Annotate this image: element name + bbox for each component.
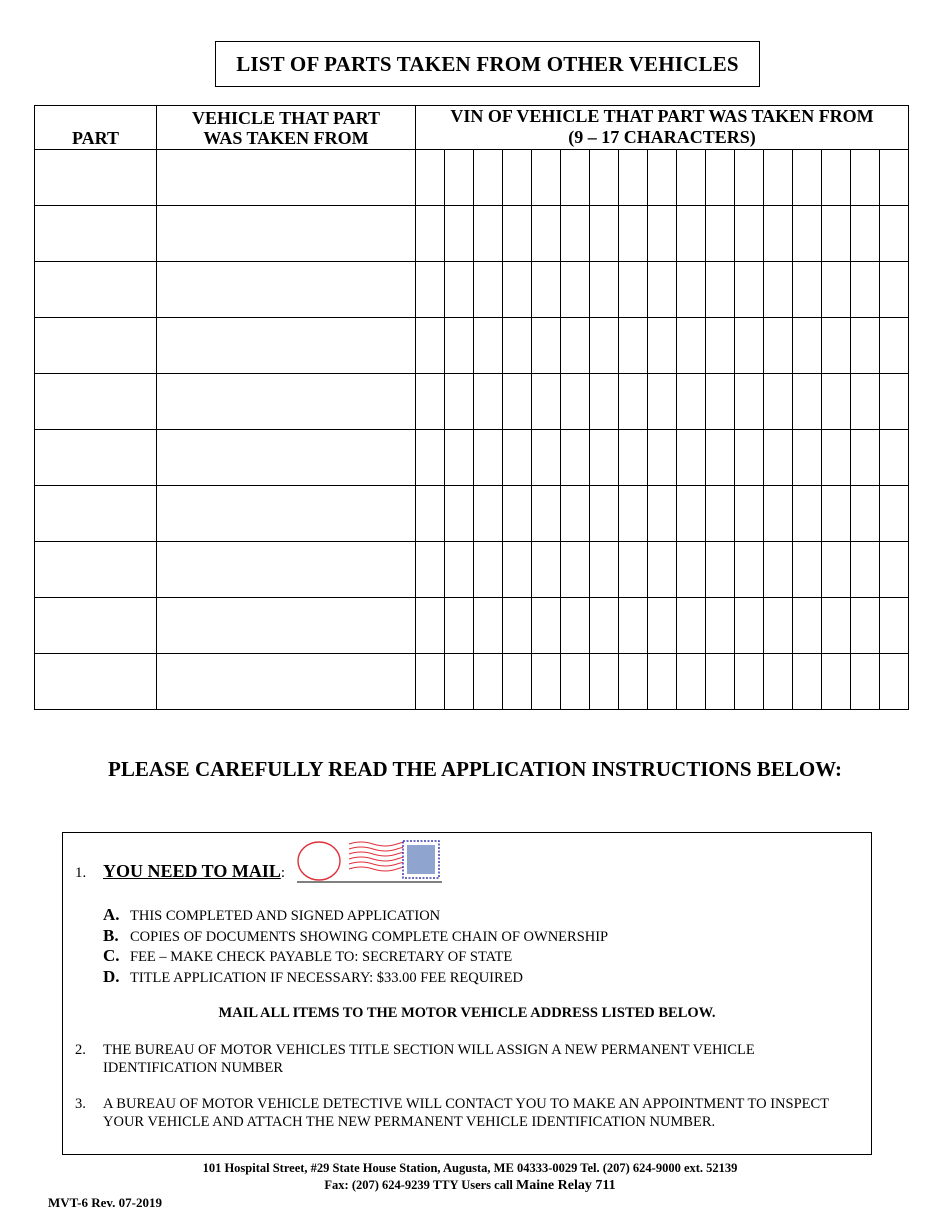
vehicle-cell[interactable] bbox=[157, 654, 416, 710]
vin-char-cell[interactable] bbox=[503, 374, 532, 430]
vin-char-cell[interactable] bbox=[619, 318, 648, 374]
col-header-part: PART bbox=[35, 106, 157, 150]
part-cell[interactable] bbox=[35, 486, 157, 542]
vin-char-cell[interactable] bbox=[503, 206, 532, 262]
vin-char-cell[interactable] bbox=[590, 262, 619, 318]
vin-char-cell[interactable] bbox=[793, 654, 822, 710]
mail-item bbox=[103, 967, 608, 988]
vin-char-cell[interactable] bbox=[474, 542, 503, 598]
vin-char-cell[interactable] bbox=[822, 430, 851, 486]
vin-char-cell[interactable] bbox=[445, 150, 474, 206]
vin-char-cell[interactable] bbox=[590, 374, 619, 430]
instructions-box: 1. YOU NEED TO MAIL: A. THIS COMPLETED AND SIGNED APPLICATION B. COPIES OF DOCUMENTS SHOWING COMPLETE CHAIN OF OWNERSHIP C. FEE – MAKE CHECK PAYABLE TO: SECRETARY OF STATE D. TITLE APPLICATION IF NECESSARY: $33.00 FEE REQUIRED MAIL ALL ITEMS TO THE MOTOR VEHICLE ADDRESS LISTED BELOW. 2. THE BUREAU OF MOTOR VEHICLES TITLE SECTION WILL ASSIGN A NEW PERMANENT VEHICLE IDENTIFICATION NUMBER 3. A BUREAU OF MOTOR VEHICLE DETECTIVE WILL CONTACT YOU TO MAKE AN APPOINTMENT TO INSPECT YOUR VEHICLE AND ATTACH THE NEW PERMANENT VEHICLE IDENTIFICATION NUMBER. bbox=[62, 832, 872, 1155]
vin-char-cell[interactable] bbox=[735, 374, 764, 430]
vin-char-cell[interactable] bbox=[706, 654, 735, 710]
parts-table bbox=[34, 105, 909, 710]
vin-char-cell[interactable] bbox=[416, 150, 445, 206]
relay-text: Maine Relay 711 bbox=[516, 1178, 616, 1193]
vin-char-cell[interactable] bbox=[532, 486, 561, 542]
vin-char-cell[interactable] bbox=[793, 374, 822, 430]
part-cell[interactable] bbox=[35, 542, 157, 598]
mail-item-letter: A. bbox=[103, 905, 120, 924]
vin-char-cell[interactable] bbox=[503, 486, 532, 542]
vin-char-cell[interactable] bbox=[532, 318, 561, 374]
vin-char-cell[interactable] bbox=[851, 430, 880, 486]
vin-char-cell[interactable] bbox=[445, 654, 474, 710]
vin-char-cell[interactable] bbox=[706, 486, 735, 542]
vin-char-cell[interactable] bbox=[764, 206, 793, 262]
vin-char-cell[interactable] bbox=[416, 206, 445, 262]
vin-char-cell[interactable] bbox=[677, 318, 706, 374]
mail-item bbox=[103, 926, 608, 947]
vin-char-cell[interactable] bbox=[648, 374, 677, 430]
vin-char-cell[interactable] bbox=[648, 542, 677, 598]
mail-item-letter: B. bbox=[103, 925, 119, 945]
vin-char-cell[interactable] bbox=[706, 206, 735, 262]
vin-char-cell[interactable] bbox=[503, 318, 532, 374]
vin-char-cell[interactable] bbox=[619, 598, 648, 654]
vin-char-cell[interactable] bbox=[851, 542, 880, 598]
vin-char-cell[interactable] bbox=[822, 318, 851, 374]
vin-char-cell[interactable] bbox=[764, 654, 793, 710]
table-row bbox=[35, 262, 909, 318]
vin-char-cell[interactable] bbox=[880, 374, 909, 430]
vin-char-cell[interactable] bbox=[764, 150, 793, 206]
vin-char-cell[interactable] bbox=[706, 150, 735, 206]
vin-char-cell[interactable] bbox=[561, 542, 590, 598]
vin-char-cell[interactable] bbox=[851, 206, 880, 262]
vehicle-cell[interactable] bbox=[157, 206, 416, 262]
col-header-vin: VIN OF VEHICLE THAT PART WAS TAKEN FROM (9 – 17 CHARACTERS) bbox=[416, 106, 909, 150]
vin-char-cell[interactable] bbox=[503, 598, 532, 654]
mail-item bbox=[103, 946, 608, 967]
vin-char-cell[interactable] bbox=[619, 654, 648, 710]
table-row bbox=[35, 486, 909, 542]
part-cell[interactable] bbox=[35, 598, 157, 654]
vin-char-cell[interactable] bbox=[880, 542, 909, 598]
vin-char-cell[interactable] bbox=[851, 654, 880, 710]
vin-char-cell[interactable] bbox=[619, 374, 648, 430]
vin-char-cell[interactable] bbox=[880, 150, 909, 206]
vin-char-cell[interactable] bbox=[677, 598, 706, 654]
vin-char-cell[interactable] bbox=[764, 430, 793, 486]
vin-char-cell[interactable] bbox=[561, 262, 590, 318]
vin-char-cell[interactable] bbox=[648, 598, 677, 654]
vin-char-cell[interactable] bbox=[677, 262, 706, 318]
vin-char-cell[interactable] bbox=[445, 542, 474, 598]
vin-char-cell[interactable] bbox=[474, 150, 503, 206]
vin-char-cell[interactable] bbox=[677, 654, 706, 710]
vin-char-cell[interactable] bbox=[503, 430, 532, 486]
vin-char-cell[interactable] bbox=[619, 486, 648, 542]
vin-char-cell[interactable] bbox=[532, 430, 561, 486]
vin-char-cell[interactable] bbox=[764, 374, 793, 430]
vehicle-cell[interactable] bbox=[157, 262, 416, 318]
mail-item bbox=[103, 905, 608, 926]
vin-char-cell[interactable] bbox=[735, 150, 764, 206]
vin-char-cell[interactable] bbox=[590, 430, 619, 486]
vin-char-cell[interactable] bbox=[590, 150, 619, 206]
vin-char-cell[interactable] bbox=[474, 262, 503, 318]
vin-char-cell[interactable] bbox=[416, 598, 445, 654]
mail-item-text: FEE – MAKE CHECK PAYABLE TO: SECRETARY OF STATE bbox=[130, 949, 513, 965]
vin-char-cell[interactable] bbox=[561, 654, 590, 710]
vin-char-cell[interactable] bbox=[619, 542, 648, 598]
vin-char-cell[interactable] bbox=[706, 598, 735, 654]
mail-item-text: TITLE APPLICATION IF NECESSARY: $33.00 FEE REQUIRED bbox=[130, 969, 524, 986]
part-cell[interactable] bbox=[35, 654, 157, 710]
vin-char-cell[interactable] bbox=[532, 542, 561, 598]
vin-char-cell[interactable] bbox=[503, 262, 532, 318]
vin-char-cell[interactable] bbox=[561, 486, 590, 542]
vin-char-cell[interactable] bbox=[822, 654, 851, 710]
table-row bbox=[35, 430, 909, 486]
vin-char-cell[interactable] bbox=[590, 486, 619, 542]
vin-char-cell[interactable] bbox=[561, 150, 590, 206]
part-cell[interactable] bbox=[35, 430, 157, 486]
mail-item-letter: C. bbox=[103, 946, 120, 965]
vin-char-cell[interactable] bbox=[474, 206, 503, 262]
vin-char-cell[interactable] bbox=[445, 206, 474, 262]
vin-char-cell[interactable] bbox=[851, 150, 880, 206]
mail-item-text: COPIES OF DOCUMENTS SHOWING COMPLETE CHAIN OF OWNERSHIP bbox=[130, 928, 609, 945]
vin-char-cell[interactable] bbox=[532, 598, 561, 654]
vin-char-cell[interactable] bbox=[445, 430, 474, 486]
vin-char-cell[interactable] bbox=[851, 486, 880, 542]
vin-char-cell[interactable] bbox=[793, 598, 822, 654]
vin-char-cell[interactable] bbox=[851, 318, 880, 374]
vin-char-cell[interactable] bbox=[532, 374, 561, 430]
mail-item-letter: D. bbox=[103, 966, 120, 986]
part-cell[interactable] bbox=[35, 150, 157, 206]
vin-char-cell[interactable] bbox=[590, 542, 619, 598]
vin-char-cell[interactable] bbox=[735, 318, 764, 374]
vehicle-cell[interactable] bbox=[157, 486, 416, 542]
vin-char-cell[interactable] bbox=[851, 262, 880, 318]
vin-char-cell[interactable] bbox=[503, 542, 532, 598]
vin-char-cell[interactable] bbox=[735, 654, 764, 710]
vin-char-cell[interactable] bbox=[648, 654, 677, 710]
vin-char-cell[interactable] bbox=[880, 486, 909, 542]
vin-char-cell[interactable] bbox=[793, 150, 822, 206]
table-row bbox=[35, 542, 909, 598]
vin-char-cell[interactable] bbox=[445, 486, 474, 542]
vin-char-cell[interactable] bbox=[445, 598, 474, 654]
vin-char-cell[interactable] bbox=[648, 150, 677, 206]
part-cell[interactable] bbox=[35, 374, 157, 430]
vin-char-cell[interactable] bbox=[532, 654, 561, 710]
vin-char-cell[interactable] bbox=[416, 430, 445, 486]
vin-char-cell[interactable] bbox=[677, 374, 706, 430]
vin-char-cell[interactable] bbox=[735, 598, 764, 654]
vin-char-cell[interactable] bbox=[735, 542, 764, 598]
vehicle-cell[interactable] bbox=[157, 150, 416, 206]
vin-char-cell[interactable] bbox=[445, 262, 474, 318]
table-header-row bbox=[35, 106, 909, 150]
vin-char-cell[interactable] bbox=[793, 262, 822, 318]
vin-char-cell[interactable] bbox=[474, 598, 503, 654]
form-title: LIST OF PARTS TAKEN FROM OTHER VEHICLES bbox=[215, 41, 760, 87]
vin-char-cell[interactable] bbox=[474, 374, 503, 430]
vin-char-cell[interactable] bbox=[793, 430, 822, 486]
vehicle-cell[interactable] bbox=[157, 598, 416, 654]
table-row bbox=[35, 206, 909, 262]
vin-char-cell[interactable] bbox=[648, 486, 677, 542]
vehicle-cell[interactable] bbox=[157, 430, 416, 486]
vin-char-cell[interactable] bbox=[677, 486, 706, 542]
table-row bbox=[35, 598, 909, 654]
vin-char-cell[interactable] bbox=[793, 318, 822, 374]
vehicle-cell[interactable] bbox=[157, 542, 416, 598]
vin-char-cell[interactable] bbox=[590, 206, 619, 262]
vin-char-cell[interactable] bbox=[445, 374, 474, 430]
vin-char-cell[interactable] bbox=[445, 318, 474, 374]
postage-stamp-icon bbox=[297, 836, 442, 884]
vin-char-cell[interactable] bbox=[561, 374, 590, 430]
vin-char-cell[interactable] bbox=[677, 206, 706, 262]
vin-char-cell[interactable] bbox=[648, 430, 677, 486]
form-id: MVT-6 Rev. 07-2019 bbox=[48, 1195, 162, 1210]
vin-char-cell[interactable] bbox=[416, 374, 445, 430]
vin-char-cell[interactable] bbox=[532, 150, 561, 206]
vin-char-cell[interactable] bbox=[619, 430, 648, 486]
vin-char-cell[interactable] bbox=[416, 654, 445, 710]
part-cell[interactable] bbox=[35, 318, 157, 374]
vehicle-cell[interactable] bbox=[157, 318, 416, 374]
instructions-heading: PLEASE CAREFULLY READ THE APPLICATION INSTRUCTIONS BELOW: bbox=[108, 757, 842, 781]
table-row bbox=[35, 150, 909, 206]
vin-char-cell[interactable] bbox=[706, 318, 735, 374]
vin-char-cell[interactable] bbox=[474, 318, 503, 374]
vin-char-cell[interactable] bbox=[706, 542, 735, 598]
vin-char-cell[interactable] bbox=[416, 486, 445, 542]
vin-char-cell[interactable] bbox=[677, 430, 706, 486]
vin-char-cell[interactable] bbox=[590, 654, 619, 710]
vehicle-cell[interactable] bbox=[157, 374, 416, 430]
vin-char-cell[interactable] bbox=[677, 150, 706, 206]
vin-char-cell[interactable] bbox=[880, 206, 909, 262]
mail-item-text: THIS COMPLETED AND SIGNED APPLICATION bbox=[130, 908, 441, 924]
vin-char-cell[interactable] bbox=[822, 374, 851, 430]
vin-char-cell[interactable] bbox=[822, 598, 851, 654]
col-header-vehicle: VEHICLE THAT PART WAS TAKEN FROM bbox=[157, 106, 416, 150]
vin-char-cell[interactable] bbox=[416, 542, 445, 598]
vin-char-cell[interactable] bbox=[416, 262, 445, 318]
vin-char-cell[interactable] bbox=[648, 206, 677, 262]
vin-char-cell[interactable] bbox=[880, 654, 909, 710]
vin-char-cell[interactable] bbox=[590, 598, 619, 654]
vin-char-cell[interactable] bbox=[503, 150, 532, 206]
part-cell[interactable] bbox=[35, 206, 157, 262]
vin-char-cell[interactable] bbox=[532, 206, 561, 262]
vin-char-cell[interactable] bbox=[880, 318, 909, 374]
vin-char-cell[interactable] bbox=[764, 486, 793, 542]
vin-char-cell[interactable] bbox=[735, 206, 764, 262]
table-row bbox=[35, 318, 909, 374]
vin-char-cell[interactable] bbox=[677, 542, 706, 598]
mail-label: YOU NEED TO MAIL bbox=[103, 861, 281, 881]
vin-char-cell[interactable] bbox=[793, 486, 822, 542]
vin-char-cell[interactable] bbox=[619, 206, 648, 262]
mail-items-list bbox=[103, 905, 608, 987]
vin-char-cell[interactable] bbox=[822, 262, 851, 318]
vin-char-cell[interactable] bbox=[764, 318, 793, 374]
table-row bbox=[35, 374, 909, 430]
vin-char-cell[interactable] bbox=[532, 262, 561, 318]
vin-char-cell[interactable] bbox=[851, 374, 880, 430]
vin-char-cell[interactable] bbox=[706, 262, 735, 318]
vin-char-cell[interactable] bbox=[735, 262, 764, 318]
vin-char-cell[interactable] bbox=[822, 542, 851, 598]
vin-char-cell[interactable] bbox=[735, 486, 764, 542]
vin-char-cell[interactable] bbox=[561, 598, 590, 654]
vin-char-cell[interactable] bbox=[764, 598, 793, 654]
vin-char-cell[interactable] bbox=[561, 430, 590, 486]
vin-char-cell[interactable] bbox=[561, 206, 590, 262]
vin-char-cell[interactable] bbox=[880, 598, 909, 654]
vin-char-cell[interactable] bbox=[822, 206, 851, 262]
mail-note: MAIL ALL ITEMS TO THE MOTOR VEHICLE ADDRESS LISTED BELOW. bbox=[218, 1005, 716, 1021]
vin-char-cell[interactable] bbox=[880, 430, 909, 486]
footer-address: 101 Hospital Street, #29 State House Station, Augusta, ME 04333-0029 Tel. (207) 624-9000 ext. 52139 Fax: (207) 624-9239 TTY Users call Maine Relay 711 bbox=[202, 1161, 738, 1193]
vin-char-cell[interactable] bbox=[706, 374, 735, 430]
vin-char-cell[interactable] bbox=[735, 430, 764, 486]
vin-char-cell[interactable] bbox=[590, 318, 619, 374]
part-cell[interactable] bbox=[35, 262, 157, 318]
vin-char-cell[interactable] bbox=[764, 262, 793, 318]
vin-char-cell[interactable] bbox=[416, 318, 445, 374]
instruction-item-1: 1. YOU NEED TO MAIL: bbox=[75, 861, 286, 881]
vin-char-cell[interactable] bbox=[851, 598, 880, 654]
vin-char-cell[interactable] bbox=[793, 206, 822, 262]
vin-char-cell[interactable] bbox=[764, 542, 793, 598]
vin-char-cell[interactable] bbox=[648, 318, 677, 374]
vin-char-cell[interactable] bbox=[793, 542, 822, 598]
vin-char-cell[interactable] bbox=[619, 150, 648, 206]
vin-char-cell[interactable] bbox=[474, 430, 503, 486]
vin-char-cell[interactable] bbox=[503, 654, 532, 710]
vin-char-cell[interactable] bbox=[474, 486, 503, 542]
vin-char-cell[interactable] bbox=[880, 262, 909, 318]
vin-char-cell[interactable] bbox=[706, 430, 735, 486]
vin-char-cell[interactable] bbox=[474, 654, 503, 710]
vin-char-cell[interactable] bbox=[822, 486, 851, 542]
vin-char-cell[interactable] bbox=[561, 318, 590, 374]
table-row bbox=[35, 654, 909, 710]
vin-char-cell[interactable] bbox=[822, 150, 851, 206]
vin-char-cell[interactable] bbox=[619, 262, 648, 318]
vin-char-cell[interactable] bbox=[648, 262, 677, 318]
